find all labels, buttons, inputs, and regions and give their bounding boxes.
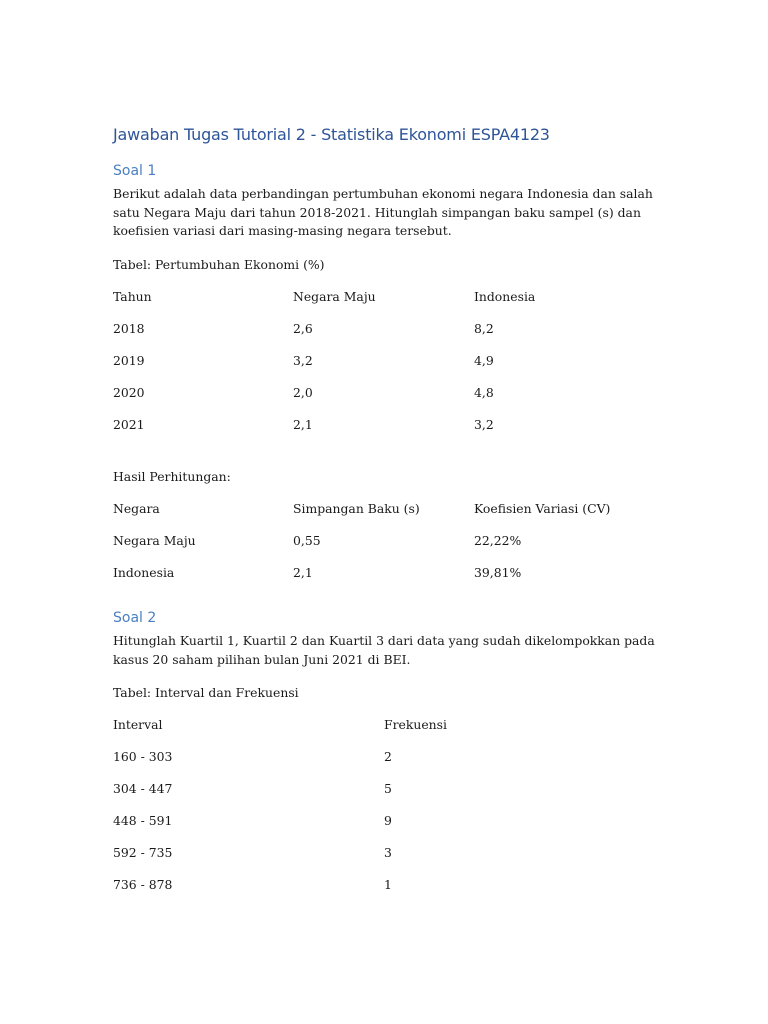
table-cell: 8,2 xyxy=(474,321,494,336)
soal-2-heading: Soal 2 xyxy=(113,610,157,626)
results-caption: Hasil Perhitungan: xyxy=(113,469,231,484)
soal-1-heading: Soal 1 xyxy=(113,163,157,179)
table-header-cell: Indonesia xyxy=(474,289,536,304)
table-cell: 4,8 xyxy=(474,385,494,400)
table-cell: 2019 xyxy=(113,353,145,368)
table-cell: 3,2 xyxy=(474,417,494,432)
table-cell: 2020 xyxy=(113,385,145,400)
table-cell: 2,6 xyxy=(293,321,313,336)
table-cell: 2 xyxy=(384,749,392,764)
table-header-cell: Koefisien Variasi (CV) xyxy=(474,501,611,516)
table-cell: 5 xyxy=(384,781,392,796)
table-cell: Indonesia xyxy=(113,565,175,580)
table-header-cell: Negara xyxy=(113,501,160,516)
table-header-cell: Tahun xyxy=(113,289,152,304)
table-cell: 3,2 xyxy=(293,353,313,368)
table-cell: 2,1 xyxy=(293,417,313,432)
table-cell: 39,81% xyxy=(474,565,522,580)
soal-2-description: Hitunglah Kuartil 1, Kuartil 2 dan Kuartil 3 dari data yang sudah dikelompokkan pada kasus 20 saham pilihan bulan Juni 2021 di BEI. xyxy=(113,633,655,667)
table-cell: 2018 xyxy=(113,321,145,336)
table-header-cell: Negara Maju xyxy=(293,289,376,304)
soal-1-description: Berikut adalah data perbandingan pertumbuhan ekonomi negara Indonesia dan salah satu Negara Maju dari tahun 2018-2021. Hitunglah simpangan baku sampel (s) dan koefisien variasi dari masing-masing negara tersebut. xyxy=(113,186,653,238)
table-cell: 22,22% xyxy=(474,533,522,548)
table-cell: 160 - 303 xyxy=(113,749,173,764)
table-cell: 592 - 735 xyxy=(113,845,173,860)
table-cell: 1 xyxy=(384,877,392,892)
table-header-cell: Frekuensi xyxy=(384,717,447,732)
table-cell: 448 - 591 xyxy=(113,813,173,828)
table-cell: 0,55 xyxy=(293,533,321,548)
table-cell: 2,0 xyxy=(293,385,313,400)
table-header-cell: Simpangan Baku (s) xyxy=(293,501,420,516)
document-title: Jawaban Tugas Tutorial 2 - Statistika Ekonomi ESPA4123 xyxy=(113,125,550,144)
table-cell: 2,1 xyxy=(293,565,313,580)
table-cell: 736 - 878 xyxy=(113,877,173,892)
table-cell: 304 - 447 xyxy=(113,781,173,796)
table-cell: Negara Maju xyxy=(113,533,196,548)
table-cell: 9 xyxy=(384,813,392,828)
table-cell: 2021 xyxy=(113,417,145,432)
table-header-cell: Interval xyxy=(113,717,163,732)
table-cell: 3 xyxy=(384,845,392,860)
table2-caption: Tabel: Interval dan Frekuensi xyxy=(113,685,299,700)
table-cell: 4,9 xyxy=(474,353,494,368)
table1-caption: Tabel: Pertumbuhan Ekonomi (%) xyxy=(113,257,325,272)
